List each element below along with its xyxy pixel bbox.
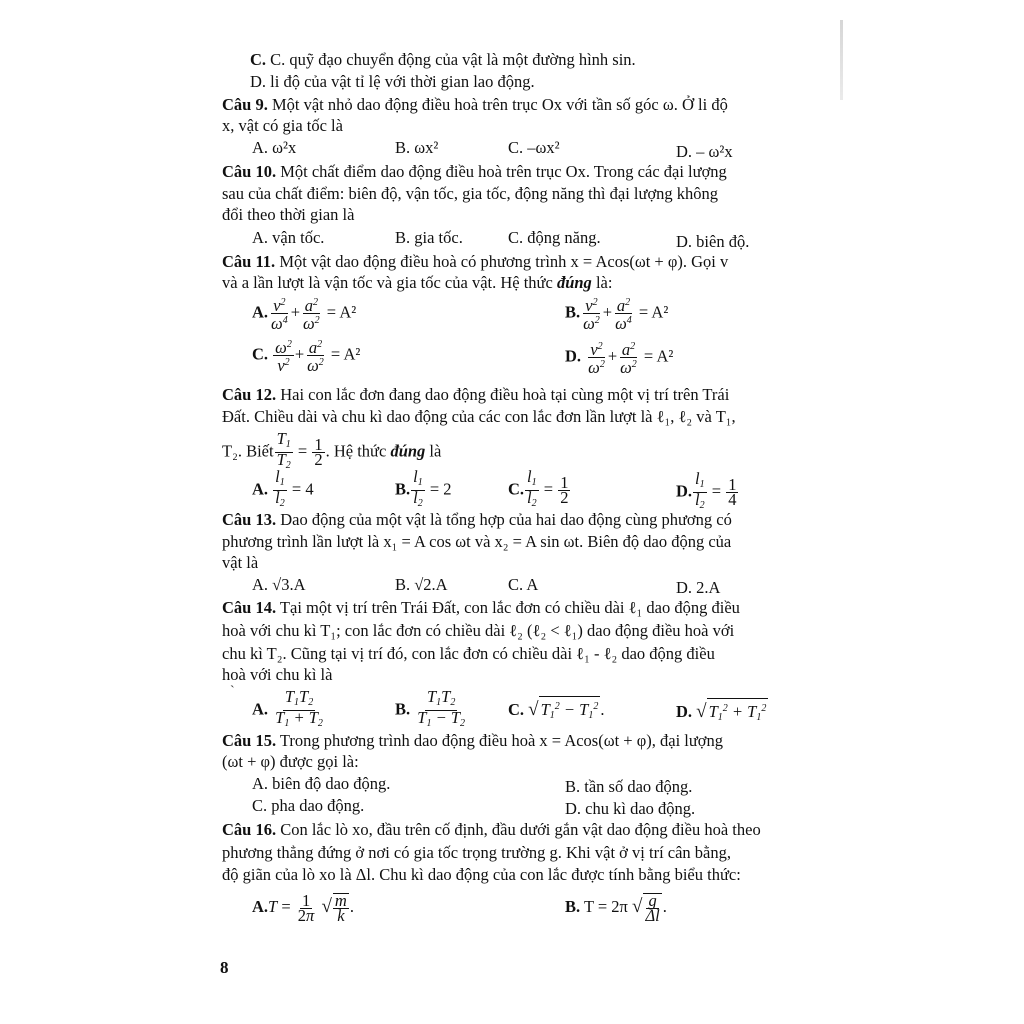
q14-option-c: C. √ $T_1^2 - T_1^2$ .: [508, 696, 604, 726]
binder-shadow: [840, 20, 843, 100]
q16-option-a: A.T = $\frac{1}{2\pi}$ √ $\frac{m}{k}$ .: [252, 890, 354, 925]
question-9: Câu 9. Một vật nhỏ dao động điều hoà trên trục Ox với tần số góc ω. Ở li độ: [222, 95, 728, 114]
q9-option-a: A. ω²x: [252, 138, 297, 157]
question-11-cont: và a lần lượt là vận tốc và gia tốc của vật. Hệ thức đúng là:: [222, 273, 613, 292]
question-16: Câu 16. Con lắc lò xo, đầu trên cố định, đầu dưới gắn vật dao động điều hoà theo: [222, 820, 761, 839]
q15-option-b: B. tần số dao động.: [565, 777, 693, 796]
q10-option-a: A. vận tốc.: [252, 228, 325, 247]
question-15: Câu 15. Trong phương trình dao động điều hoà x = Acos(ωt + φ), đại lượng: [222, 731, 724, 750]
question-14: Câu 14. Tại một vị trí trên Trái Đất, con lắc đơn có chiều dài ℓ₁ dao động điều: [222, 598, 740, 617]
question-16-cont: phương thẳng đứng ở nơi có gia tốc trọng trường g. Khi vật ở vị trí cân bằng,: [222, 843, 731, 862]
q15-option-c: C. pha dao động.: [252, 796, 365, 815]
question-16-cont2: độ giãn của lò xo là Δl. Chu kì dao động của con lắc được tính bằng biểu thức:: [222, 865, 741, 884]
q11-option-a: A. $\frac{v^2}{\omega^4}$ + $\frac{a^2}{\omega^2}$ = A²: [252, 296, 357, 333]
q13-option-b: B. √2.A: [395, 575, 448, 594]
q11-option-c: C. $\frac{\omega^2}{v^2}$ + $\frac{a^2}{\omega^2}$ = A²: [252, 338, 361, 375]
q15-option-d: D. chu kì dao động.: [565, 799, 696, 818]
q10-option-c: C. động năng.: [508, 228, 601, 247]
q12-option-a: A. $\frac{l_1}{l_2}$ = 4: [252, 467, 314, 509]
question-10-cont2: đổi theo thời gian là: [222, 205, 355, 224]
q13-option-c: C. A: [508, 575, 539, 594]
q11-option-b: B. $\frac{v^2}{\omega^2}$ + $\frac{a^2}{\omega^4}$ = A²: [565, 296, 669, 333]
question-13-cont: phương trình lần lượt là x₁ = A cos ωt và x₂ = A sin ωt. Biên độ dao động của: [222, 532, 732, 551]
q13-option-d: D. 2.A: [676, 578, 721, 597]
question-14-cont2: chu kì T₂. Cũng tại vị trí đó, con lắc đơn có chiều dài ℓ₁ - ℓ₂ dao động điều: [222, 644, 715, 663]
question-15-cont: (ωt + φ) được gọi là:: [222, 752, 359, 771]
q13-option-a: A. √3.A: [252, 575, 306, 594]
question-12-cont: Đất. Chiều dài và chu kì dao động của các con lắc đơn lần lượt là ℓ₁, ℓ₂ và T₁,: [222, 407, 736, 426]
question-14-cont: hoà với chu kì T₁; con lắc đơn có chiều dài ℓ₂ (ℓ₂ < ℓ₁) dao động điều hoà với: [222, 621, 735, 640]
question-9-cont: x, vật có gia tốc là: [222, 116, 343, 135]
q15-option-a: A. biên độ dao động.: [252, 774, 391, 793]
question-13: Câu 13. Dao động của một vật là tổng hợp của hai dao động cùng phương có: [222, 510, 732, 529]
q9-option-c: C. –ωx²: [508, 138, 560, 157]
option-c-prev: C. C. quỹ đạo chuyển động của vật là một đường hình sin.: [250, 50, 636, 69]
question-11: Câu 11. Một vật dao động điều hoà có phương trình x = Acos(ωt + φ). Gọi v: [222, 252, 729, 271]
option-d-prev: D. li độ của vật tỉ lệ với thời gian lao động.: [250, 72, 535, 91]
q12-option-b: B. $\frac{l_1}{l_2}$ = 2: [395, 467, 452, 509]
q14-option-b: B. $\frac{T_1T_2}{T_1 - T_2}$: [395, 687, 466, 729]
question-12: Câu 12. Hai con lắc đơn đang dao động điều hoà tại cùng một vị trí trên Trái: [222, 385, 730, 404]
q14-option-d: D. √ $T_1^2 + T_1^2$: [676, 698, 768, 728]
q14-option-a: A. $\frac{T_1T_2}{T_1 + T_2}$: [252, 687, 323, 729]
page-number: 8: [220, 958, 229, 977]
q12-option-d: D. $\frac{l_1}{l_2}$ = $\frac{1}{4}$: [676, 469, 737, 511]
question-14-cont3: hoà với chu kì là: [222, 665, 333, 684]
q12-option-c: C. $\frac{l_1}{l_2}$ = $\frac{1}{2}$: [508, 467, 569, 509]
q9-option-b: B. ωx²: [395, 138, 439, 157]
question-13-cont2: vật là: [222, 553, 259, 572]
q11-option-d: D. $\frac{v^2}{\omega^2}$ + $\frac{a^2}{\omega^2}$ = A²: [565, 340, 674, 377]
question-10: Câu 10. Một chất điểm dao động điều hoà trên trục Ox. Trong các đại lượng: [222, 162, 727, 181]
q9-option-d: D. – ω²x: [676, 142, 733, 161]
stray-mark: `: [230, 684, 235, 699]
question-10-cont: sau của chất điểm: biên độ, vận tốc, gia tốc, động năng thì đại lượng không: [222, 184, 719, 203]
q16-option-b: B. T = 2π √ $\frac{g}{\Delta l}$ .: [565, 891, 667, 925]
q10-option-d: D. biên độ.: [676, 232, 750, 251]
question-12-cont2: T₂. Biết $\frac{T_1}{T_2}$ = $\frac{1}{2}$ . Hệ thức đúng là: [222, 429, 442, 471]
q10-option-b: B. gia tốc.: [395, 228, 463, 247]
